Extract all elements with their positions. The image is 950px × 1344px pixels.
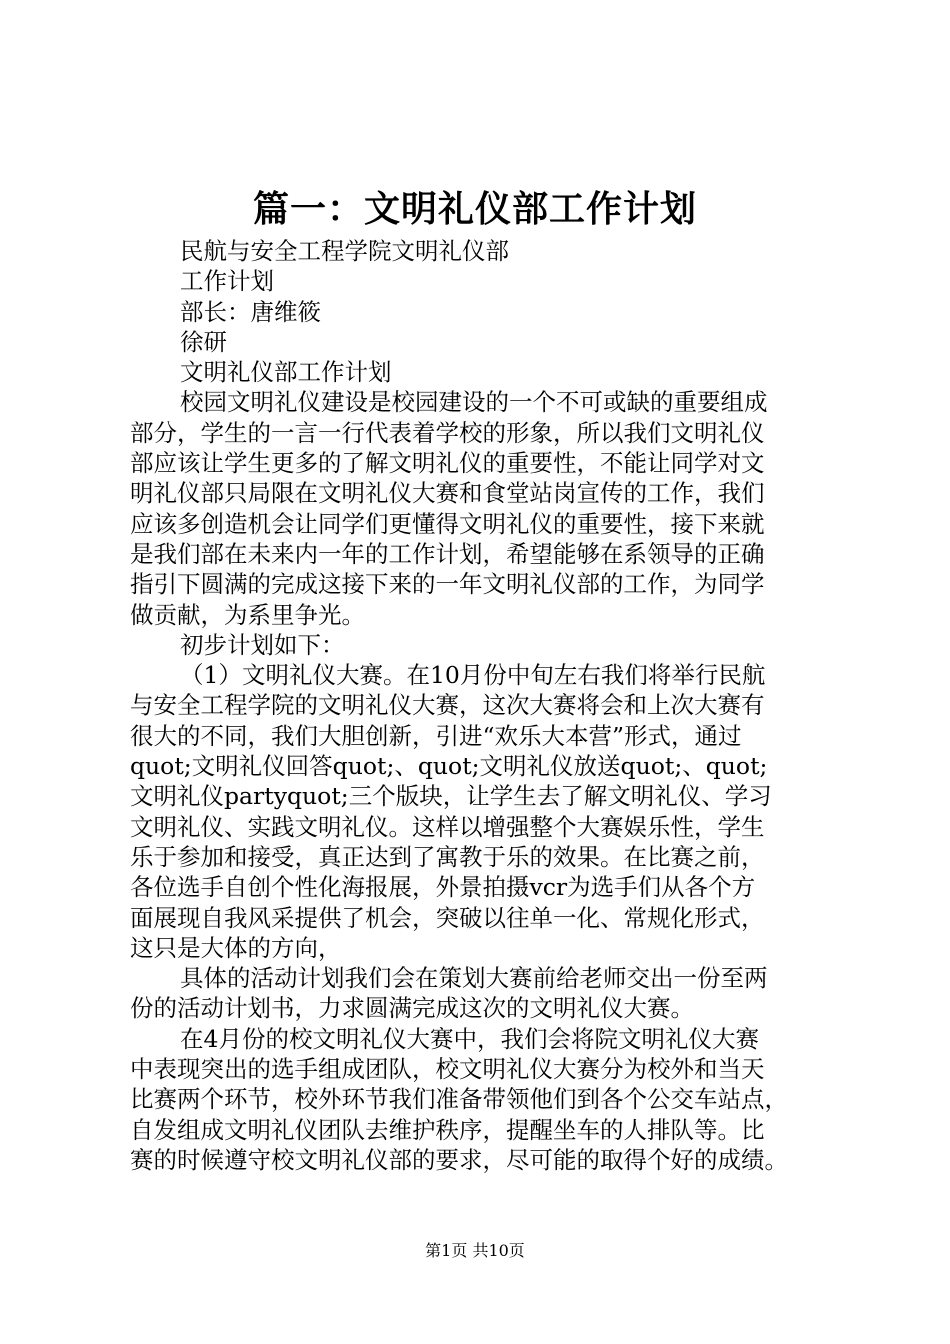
body-line: 文明礼仪部工作计划 xyxy=(180,358,392,387)
body-line: 初步计划如下： xyxy=(180,630,345,659)
body-line: 很大的不同，我们大胆创新，引进“欢乐大本营”形式，通过 xyxy=(130,721,742,750)
body-line: 做贡献，为系里争光。 xyxy=(130,600,365,629)
body-line: 校园文明礼仪建设是校园建设的一个不可或缺的重要组成 xyxy=(180,388,768,417)
body-line: 比赛两个环节，校外环节我们准备带领他们到各个公交车站点， xyxy=(130,1085,788,1114)
document-body xyxy=(130,236,830,1175)
page-footer: 第1页 共10页 xyxy=(425,1241,525,1260)
body-line: 民航与安全工程学院文明礼仪部 xyxy=(180,237,509,265)
body-line: 文明礼仪、实践文明礼仪。这样以增强整个大赛娱乐性，学生 xyxy=(130,812,765,841)
body-line: 与安全工程学院的文明礼仪大赛，这次大赛将会和上次大赛有 xyxy=(130,691,765,720)
body-line: 在4月份的校文明礼仪大赛中，我们会将院文明礼仪大赛 xyxy=(180,1024,759,1053)
body-line: 这只是大体的方向， xyxy=(130,933,342,962)
body-line: 徐研 xyxy=(180,327,227,356)
body-line: 工作计划 xyxy=(180,267,274,296)
body-line: 自发组成文明礼仪团队去维护秩序，提醒坐车的人排队等。比 xyxy=(130,1115,765,1144)
body-line: 乐于参加和接受，真正达到了寓教于乐的效果。在比赛之前， xyxy=(130,842,765,871)
document-title: 篇一：文明礼仪部工作计划 xyxy=(252,188,697,230)
body-line: 赛的时候遵守校文明礼仪部的要求，尽可能的取得个好的成绩。 xyxy=(130,1145,788,1174)
body-line: 文明礼仪partyquot;三个版块，让学生去了解文明礼仪、学习 xyxy=(130,782,772,811)
body-line: 面展现自我风采提供了机会，突破以往单一化、常规化形式， xyxy=(130,903,765,932)
body-line: 中表现突出的选手组成团队，校文明礼仪大赛分为校外和当天 xyxy=(130,1055,765,1084)
body-line: 各位选手自创个性化海报展，外景拍摄vcr为选手们从各个方 xyxy=(130,873,756,902)
body-line: quot;文明礼仪回答quot;、quot;文明礼仪放送quot;、quot; xyxy=(130,752,768,781)
body-line: 部应该让学生更多的了解文明礼仪的重要性，不能让同学对文 xyxy=(130,449,765,478)
body-line: （1）文明礼仪大赛。在10月份中旬左右我们将举行民航 xyxy=(180,661,766,690)
body-line: 部分，学生的一言一行代表着学校的形象，所以我们文明礼仪 xyxy=(130,418,765,447)
body-line: 明礼仪部只局限在文明礼仪大赛和食堂站岗宣传的工作，我们 xyxy=(130,479,765,508)
body-line: 具体的活动计划我们会在策划大赛前给老师交出一份至两 xyxy=(180,964,768,993)
body-line: 部长：唐维筱 xyxy=(180,297,321,326)
body-line: 应该多创造机会让同学们更懂得文明礼仪的重要性，接下来就 xyxy=(130,509,765,538)
body-line: 是我们部在未来内一年的工作计划，希望能够在系领导的正确 xyxy=(130,539,765,568)
body-line: 指引下圆满的完成这接下来的一年文明礼仪部的工作，为同学 xyxy=(130,570,765,599)
body-line: 份的活动计划书，力求圆满完成这次的文明礼仪大赛。 xyxy=(130,994,694,1023)
